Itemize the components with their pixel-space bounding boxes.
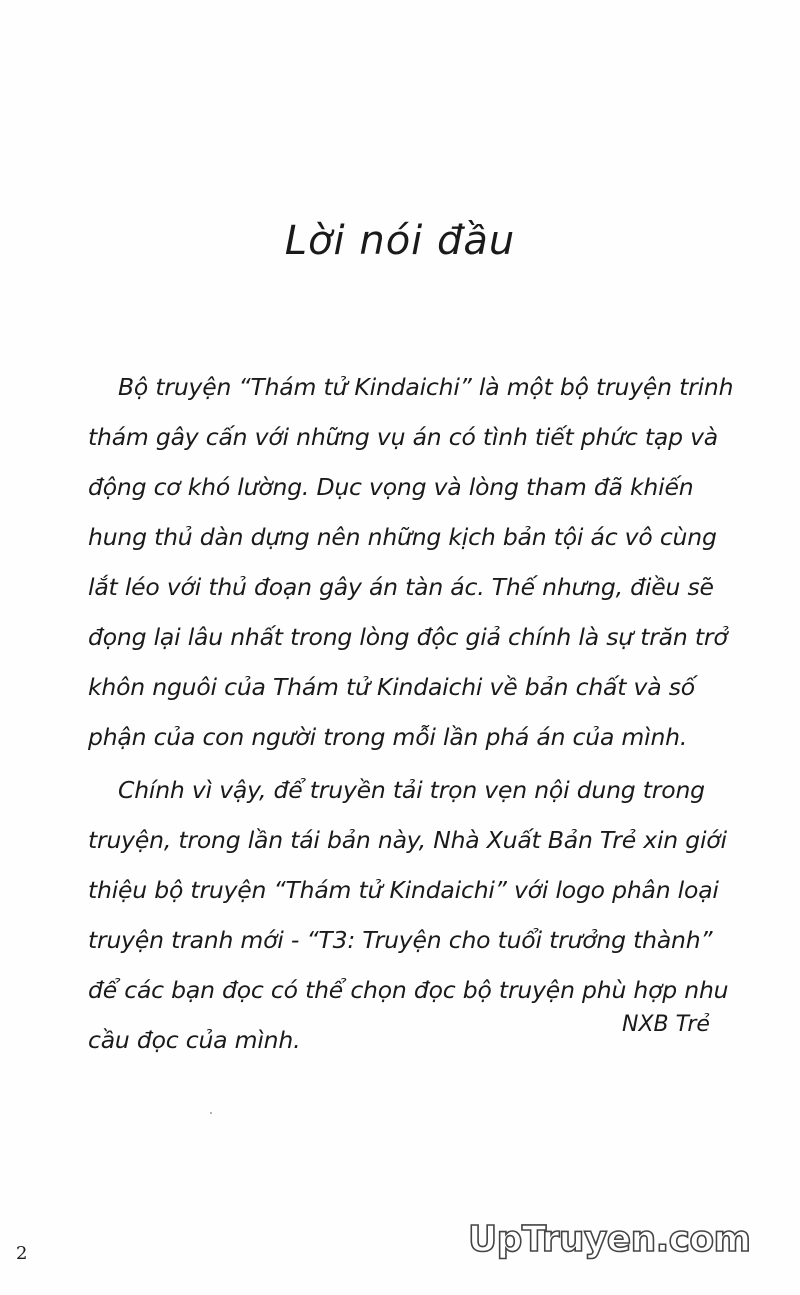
paragraph-1-line-4: hung thủ dàn dựng nên những kịch bản tội ác vô cùng xyxy=(88,523,717,551)
paragraph-1-line-2: thám gây cấn với những vụ án có tình tiết phức tạp và xyxy=(88,423,718,451)
paragraph-1-line-8: phận của con người trong mỗi lần phá án của mình. xyxy=(88,723,688,751)
paragraph-1-line-5: lắt léo với thủ đoạn gây án tàn ác. Thế nhưng, điều sẽ xyxy=(88,573,714,601)
paragraph-1-line-1: Bộ truyện “Thám tử Kindaichi” là một bộ truyện trinh xyxy=(118,373,734,401)
paragraph-2-line-4: truyện tranh mới - “T3: Truyện cho tuổi trưởng thành” xyxy=(88,926,713,954)
paragraph-2-line-2: truyện, trong lần tái bản này, Nhà Xuất Bản Trẻ xin giới xyxy=(88,826,727,854)
scan-speck xyxy=(210,1112,212,1114)
paragraph-2-line-5: để các bạn đọc có thể chọn đọc bộ truyện phù hợp nhu xyxy=(88,976,729,1004)
watermark-text: UpTruyen.com xyxy=(468,1219,752,1260)
watermark-svg xyxy=(466,1214,756,1260)
page-title: Lời nói đầu xyxy=(284,218,516,264)
paragraph-1-line-3: động cơ khó lường. Dục vọng và lòng tham đã khiến xyxy=(88,473,694,501)
paragraph-2-line-1: Chính vì vậy, để truyền tải trọn vẹn nội dung trong xyxy=(118,776,705,804)
watermark-logo xyxy=(466,1214,756,1260)
paragraph-1-line-6: đọng lại lâu nhất trong lòng độc giả chính là sự trăn trở xyxy=(88,623,728,651)
page-number: 2 xyxy=(16,1243,28,1264)
signature-publisher: NXB Trẻ xyxy=(622,1012,710,1037)
paragraph-1-line-7: khôn nguôi của Thám tử Kindaichi về bản chất và số xyxy=(88,673,695,701)
paragraph-2-line-3: thiệu bộ truyện “Thám tử Kindaichi” với logo phân loại xyxy=(88,876,719,904)
paragraph-2-line-6: cầu đọc của mình. xyxy=(88,1026,301,1054)
